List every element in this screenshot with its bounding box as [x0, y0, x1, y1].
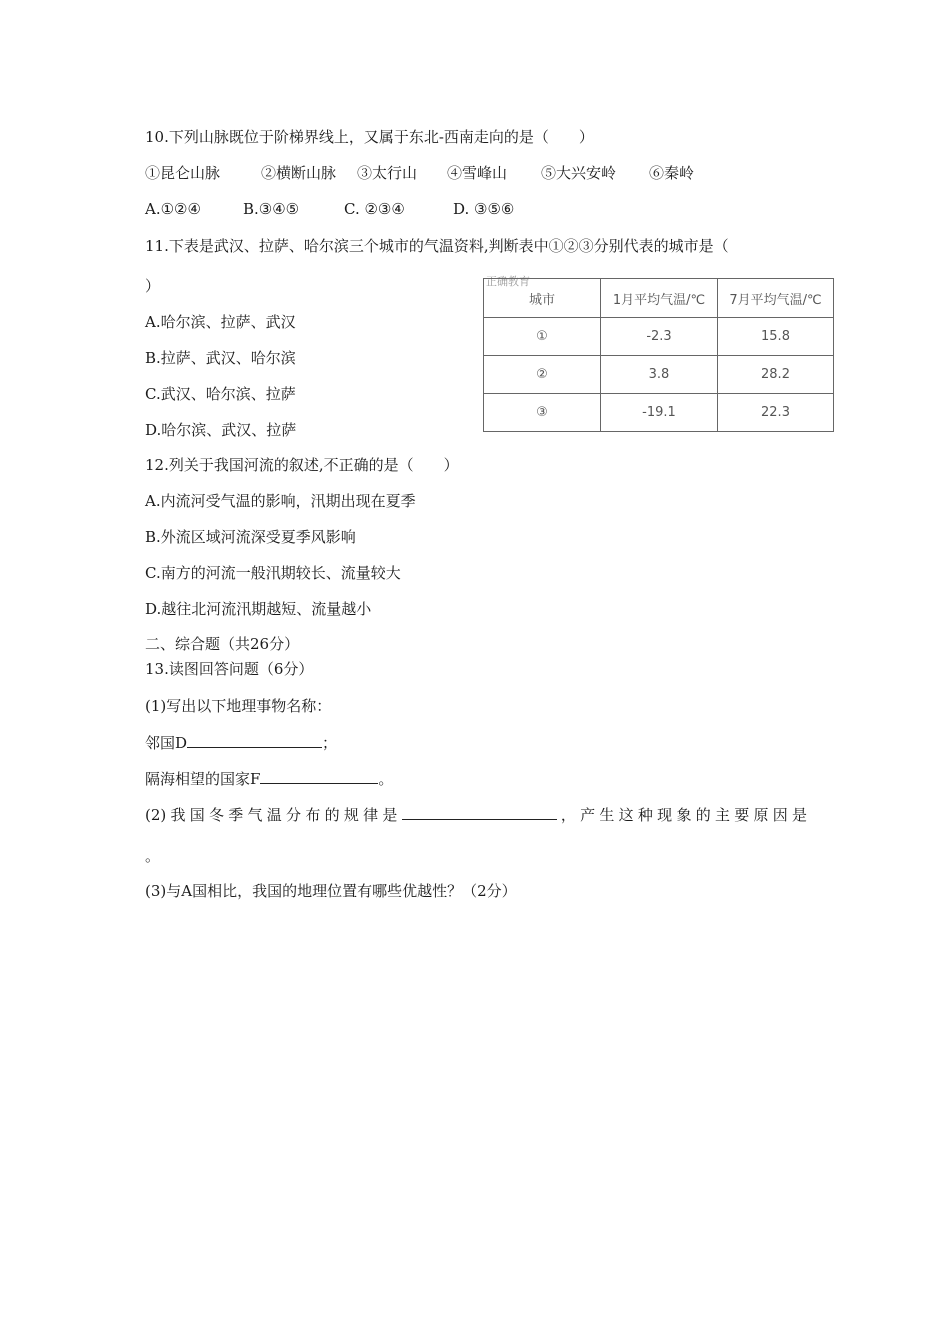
- q10-option-b: B.③④⑤: [243, 200, 300, 218]
- table-cell: -2.3: [601, 318, 718, 356]
- q10-stem: 10.下列山脉既位于阶梯界线上，又属于东北-西南走向的是（ ）: [145, 128, 594, 146]
- q10-option-c: C. ②③④: [344, 200, 405, 218]
- q12-option-a: A.内流河受气温的影响，汛期出现在夏季: [145, 492, 416, 510]
- q13-part2-prefix: (2)我国冬季气温分布的规律是: [145, 806, 402, 824]
- q10-options: [145, 199, 514, 219]
- q10-item: ⑥秦岭: [649, 164, 695, 182]
- q10-option-d: D. ③⑤⑥: [453, 200, 515, 218]
- table-header-cell: 城市: [484, 279, 601, 318]
- table-watermark: 正确教育: [486, 275, 530, 288]
- table-cell: ②: [484, 356, 601, 394]
- q11-stem: 11.下表是武汉、拉萨、哈尔滨三个城市的气温资料,判断表中①②③分别代表的城市是（: [145, 237, 729, 255]
- q13-stem: 13.读图回答问题（6分）: [145, 660, 314, 678]
- winter-temp-blank[interactable]: [402, 804, 557, 820]
- table-cell: ③: [484, 394, 601, 432]
- neighbor-d-blank[interactable]: [187, 732, 322, 748]
- table-row: [484, 394, 834, 432]
- q12-option-c: C.南方的河流一般汛期较长、流量较大: [145, 564, 401, 582]
- q10-item: ③太行山: [357, 164, 418, 182]
- q10-items: [145, 163, 694, 183]
- q10-item: ①昆仑山脉: [145, 164, 221, 182]
- table-cell: 22.3: [718, 394, 834, 432]
- neighbor-d-label: 邻国D: [145, 734, 188, 752]
- table-header-row: [484, 279, 834, 318]
- table-header-cell: 1月平均气温/℃: [601, 279, 718, 318]
- country-f-label: 隔海相望的国家F: [145, 770, 261, 788]
- punctuation: ；: [322, 734, 338, 752]
- table-cell: 15.8: [718, 318, 834, 356]
- q11-stem-end: ）: [145, 277, 161, 295]
- punctuation: 。: [378, 770, 394, 788]
- q13-part1-across-sea: [145, 768, 393, 789]
- q12-option-b: B.外流区域河流深受夏季风影响: [145, 528, 356, 546]
- temperature-table: [483, 278, 834, 432]
- section-title: 二、综合题（共26分）: [145, 635, 300, 653]
- table-cell: ①: [484, 318, 601, 356]
- q12-option-d: D.越往北河流汛期越短、流量越小: [145, 600, 372, 618]
- q13-part2-suffix: ，产生这种现象的主要原因是: [556, 806, 807, 824]
- q12-stem: 12.列关于我国河流的叙述,不正确的是（ ）: [145, 456, 459, 474]
- table-row: [484, 318, 834, 356]
- table-header-cell: 7月平均气温/℃: [718, 279, 834, 318]
- q13-part2: [145, 804, 807, 825]
- q11-option-b: B.拉萨、武汉、哈尔滨: [145, 349, 296, 367]
- q10-item: ②横断山脉: [261, 164, 337, 182]
- q11-option-a: A.哈尔滨、拉萨、武汉: [145, 313, 296, 331]
- q10-option-a: A.①②④: [145, 200, 201, 218]
- q11-option-c: C.武汉、哈尔滨、拉萨: [145, 385, 296, 403]
- q13-part3: (3)与A国相比，我国的地理位置有哪些优越性？（2分）: [145, 882, 517, 900]
- table-cell: 28.2: [718, 356, 834, 394]
- q11-option-d: D.哈尔滨、武汉、拉萨: [145, 421, 297, 439]
- q10-item: ⑤大兴安岭: [541, 164, 617, 182]
- q10-item: ④雪峰山: [447, 164, 508, 182]
- table-row: [484, 356, 834, 394]
- table-cell: -19.1: [601, 394, 718, 432]
- q13-part1-neighbor: [145, 732, 337, 753]
- q13-part1: (1)写出以下地理事物名称：: [145, 697, 332, 715]
- q13-part2-end: 。: [145, 847, 161, 865]
- table-cell: 3.8: [601, 356, 718, 394]
- country-f-blank[interactable]: [260, 768, 378, 784]
